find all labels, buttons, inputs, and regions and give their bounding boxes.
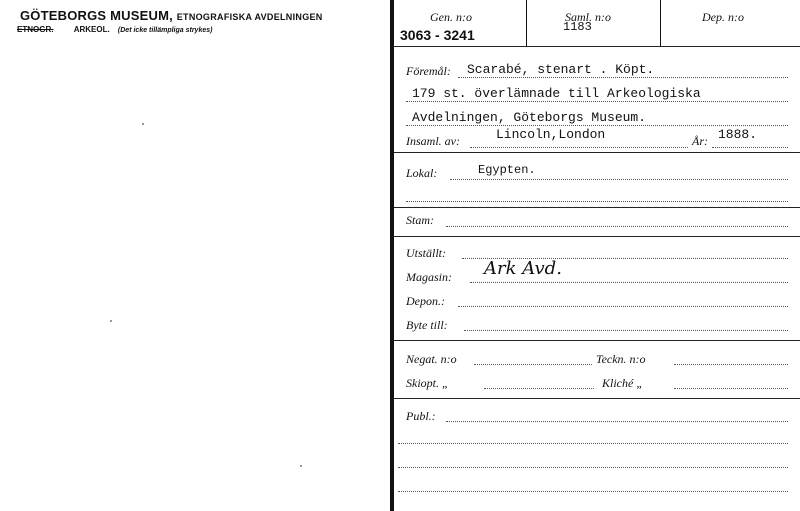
depon-label: Depon.: bbox=[406, 294, 445, 308]
department-options bbox=[17, 25, 212, 34]
skiopt-dotted-line bbox=[484, 388, 594, 389]
lokal-dotted-line-1 bbox=[450, 179, 788, 180]
foremal-line-2: 179 st. överlämnade till Arkeologiska bbox=[412, 86, 701, 101]
gen-label: Gen. n:o bbox=[430, 10, 472, 24]
foremal-line-1: Scarabé, stenart . Köpt. bbox=[467, 62, 655, 77]
department-name: ETNOGRAFISKA AVDELNINGEN bbox=[176, 12, 323, 22]
saml-label: Saml. n:o bbox=[565, 10, 611, 24]
arkeol-option: ARKEOL. bbox=[73, 25, 110, 34]
byte-label: Byte till: bbox=[406, 318, 448, 332]
stam-label: Stam: bbox=[406, 213, 434, 227]
etnogr-option: ETNOGR. bbox=[17, 25, 54, 34]
insaml-value: Lincoln,London bbox=[496, 127, 606, 142]
museum-name: GÖTEBORGS MUSEUM, bbox=[20, 8, 173, 23]
negat-label: Negat. n:o bbox=[406, 352, 457, 366]
lokal-value: Egypten. bbox=[478, 163, 536, 177]
foremal-dotted-line-3 bbox=[406, 125, 788, 126]
kliche-label: Kliché „ bbox=[602, 376, 643, 390]
negat-dotted-line bbox=[474, 364, 592, 365]
foremal-line-3: Avdelningen, Göteborgs Museum. bbox=[412, 110, 647, 125]
foremal-dotted-line-2 bbox=[406, 101, 788, 102]
magasin-handwriting: Ark Avd. bbox=[484, 258, 562, 279]
skiopt-label: Skiopt. „ bbox=[406, 376, 449, 390]
section-divider-5 bbox=[394, 398, 800, 399]
dep-label: Dep. n:o bbox=[702, 10, 744, 24]
paper-speck bbox=[110, 320, 112, 322]
saml-value: 1183 bbox=[563, 20, 592, 34]
strike-note: (Det icke tillämpliga strykes) bbox=[117, 27, 213, 34]
ar-value: 1888. bbox=[718, 127, 758, 142]
section-divider-2 bbox=[394, 207, 800, 208]
byte-dotted-line bbox=[464, 330, 788, 331]
lokal-dotted-line-2 bbox=[406, 201, 788, 202]
publ-label: Publ.: bbox=[406, 409, 436, 423]
teckn-dotted-line bbox=[674, 364, 788, 365]
publ-dotted-line-3 bbox=[398, 467, 788, 468]
publ-dotted-line-1 bbox=[446, 421, 788, 422]
foremal-dotted-line-1 bbox=[458, 77, 788, 78]
stam-dotted-line bbox=[446, 226, 788, 227]
insaml-label: Insaml. av: bbox=[406, 134, 460, 148]
foremal-label: Föremål: bbox=[406, 64, 451, 78]
magasin-dotted-line bbox=[470, 282, 788, 283]
museum-heading bbox=[20, 8, 323, 23]
section-divider-3 bbox=[394, 236, 800, 237]
magasin-label: Magasin: bbox=[406, 270, 452, 284]
box-divider-1 bbox=[526, 0, 527, 46]
box-divider-2 bbox=[660, 0, 661, 46]
gen-value: 3063 - 3241 bbox=[400, 27, 475, 43]
depon-dotted-line bbox=[458, 306, 788, 307]
ar-label: År: bbox=[692, 134, 708, 148]
teckn-label: Teckn. n:o bbox=[596, 352, 646, 366]
kliche-dotted-line bbox=[674, 388, 788, 389]
lokal-label: Lokal: bbox=[406, 166, 438, 180]
panel-left-border bbox=[390, 0, 394, 511]
ar-dotted-line bbox=[712, 147, 788, 148]
paper-speck bbox=[300, 465, 302, 467]
section-divider-4 bbox=[394, 340, 800, 341]
publ-dotted-line-2 bbox=[398, 443, 788, 444]
paper-speck bbox=[142, 123, 144, 125]
publ-dotted-line-4 bbox=[398, 491, 788, 492]
utstallt-label: Utställt: bbox=[406, 246, 447, 260]
box-bottom-line bbox=[394, 46, 800, 47]
section-divider-1 bbox=[394, 152, 800, 153]
insaml-dotted-line bbox=[470, 147, 688, 148]
